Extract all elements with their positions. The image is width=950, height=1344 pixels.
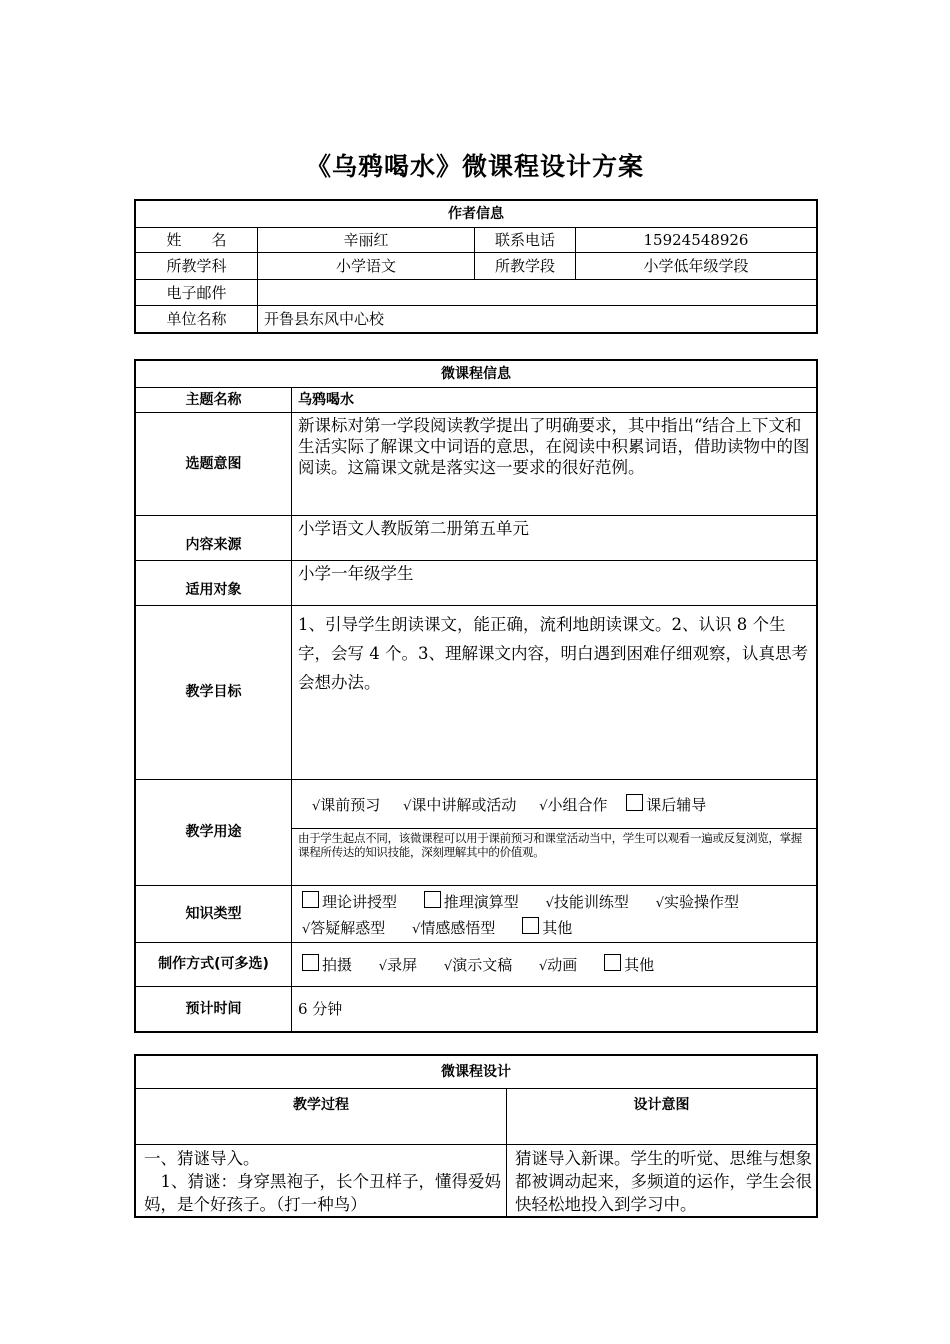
usage-option-group[interactable]: √小组合作 [539,796,608,814]
topic-label: 主题名称 [136,388,292,413]
type-options-row2 [302,916,816,942]
type-option-emotion[interactable]: √情感感悟型 [412,919,496,937]
type-option-theory[interactable]: 理论讲授型 [302,890,397,914]
subject-value: 小学语文 [258,253,475,280]
intent-column-header: 设计意图 [507,1089,817,1145]
type-options-row1 [302,890,816,916]
usage-label: 教学用途 [136,780,292,886]
usage-option-preview[interactable]: √课前预习 [312,796,381,814]
author-info-header: 作者信息 [136,201,817,228]
type-option-qa[interactable]: √答疑解惑型 [302,919,386,937]
usage-note: 由于学生起点不同，该微课程可以用于课前预习和课堂活动当中，学生可以观看一遍或反复浏览，掌握课程所传达的知识技能，深刻理解其中的价值观。 [292,828,816,859]
email-value [258,280,817,306]
type-option-reasoning[interactable]: 推理演算型 [424,890,519,914]
method-option-screen-record[interactable]: √录屏 [378,956,418,975]
page-title: 《乌鸦喝水》微课程设计方案 [305,152,644,181]
course-info-table [135,360,817,1032]
subject-label: 所教学科 [136,253,258,280]
type-option-other[interactable]: 其他 [522,916,572,940]
usage-option-in-class[interactable]: √课中讲解或活动 [403,796,517,814]
name-value: 辛丽红 [258,228,475,253]
design-header: 微课程设计 [136,1056,817,1089]
audience-label: 适用对象 [136,561,292,606]
process-step-title: 一、猜谜导入。 [144,1149,260,1168]
intent-value: 新课标对第一学段阅读教学提出了明确要求，其中指出“结合上下文和生活实际了解课文中词语的意思，在阅读中积累词语，借助读物中的图阅读。这篇课文就是落实这一要求的很好范例。 [292,413,817,516]
method-label: 制作方式(可多选) [136,943,292,987]
usage-options [292,780,816,828]
unit-label: 单位名称 [136,306,258,333]
process-column-header: 教学过程 [136,1089,507,1145]
usage-option-tutoring[interactable]: 课后辅导 [626,794,706,814]
checkbox-empty-icon [522,917,539,934]
method-option-animation[interactable]: √动画 [538,956,578,975]
name-label: 姓 名 [136,228,258,253]
method-option-other[interactable]: 其他 [604,954,654,974]
checkbox-empty-icon [626,794,643,811]
design-intent-text: 猜谜导入新课。学生的听觉、思维与想象都被调动起来，多频道的运作，学生会很快轻松地投入到学习中。 [507,1145,817,1217]
method-option-shoot[interactable]: 拍摄 [302,954,352,974]
checkbox-empty-icon [604,954,621,971]
topic-value: 乌鸦喝水 [292,388,817,413]
intent-label: 选题意图 [136,413,292,516]
course-info-header: 微课程信息 [136,361,817,388]
type-label: 知识类型 [136,886,292,943]
process-step-riddle: 1、猜谜：身穿黑袍子，长个丑样子，懂得爱妈妈，是个好孩子。（打一种鸟） [144,1172,501,1214]
type-option-experiment[interactable]: √实验操作型 [655,893,739,911]
design-table [135,1055,817,1217]
unit-value: 开鲁县东风中心校 [258,306,817,333]
phone-label: 联系电话 [475,228,576,253]
checkbox-empty-icon [424,891,441,908]
email-label: 电子邮件 [136,280,258,306]
source-value: 小学语文人教版第二册第五单元 [292,516,817,561]
source-label: 内容来源 [136,516,292,561]
goal-label: 教学目标 [136,606,292,780]
type-option-skill[interactable]: √技能训练型 [545,893,629,911]
checkbox-empty-icon [302,891,319,908]
audience-value: 小学一年级学生 [292,561,817,606]
time-value: 6 分钟 [292,987,817,1032]
stage-label: 所教学段 [475,253,576,280]
stage-value: 小学低年级学段 [576,253,817,280]
author-info-table [135,200,817,333]
goal-value: 1、引导学生朗读课文，能正确，流利地朗读课文。2、认识 8 个生字，会写 4 个。3、理解课文内容，明白遇到困难仔细观察，认真思考会想办法。 [292,606,817,780]
method-option-slides[interactable]: √演示文稿 [443,956,513,975]
time-label: 预计时间 [136,987,292,1032]
phone-value: 15924548926 [576,228,817,253]
checkbox-empty-icon [302,954,319,971]
